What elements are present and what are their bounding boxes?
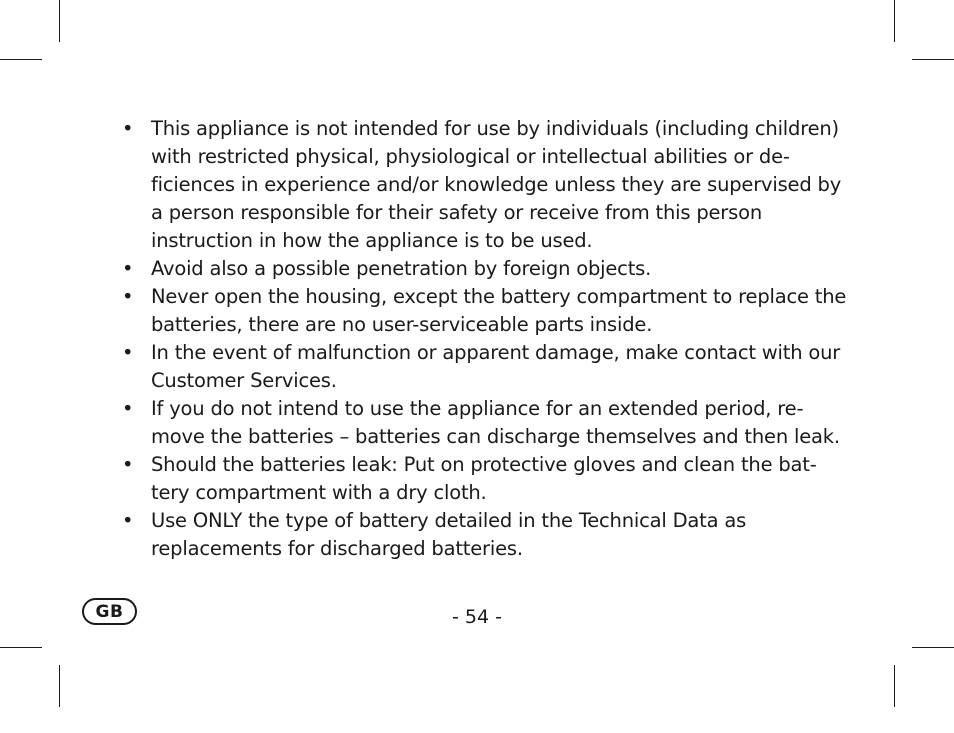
list-item: [120, 339, 850, 395]
bullet-point: •: [122, 257, 134, 280]
crop-mark-top-right-horizontal: [912, 59, 954, 60]
list-item: [120, 507, 850, 563]
crop-mark-top-right-vertical: [894, 0, 895, 42]
bullet-point: •: [122, 285, 134, 308]
crop-mark-bottom-right-horizontal: [912, 647, 954, 648]
list-item-text: Never open the housing, except the battery compartment to replace the batteries, there are no user-serviceable parts inside.: [151, 285, 847, 336]
list-item-text: Should the batteries leak: Put on protective gloves and clean the bat-tery compartment with a dry cloth.: [151, 453, 817, 504]
list-item: [120, 395, 850, 451]
page-number: - 54 -: [452, 606, 502, 628]
list-item-text: Use ONLY the type of battery detailed in the Technical Data as replacements for discharged batteries.: [151, 509, 747, 560]
bullet-point: •: [122, 509, 134, 532]
list-item-text: If you do not intend to use the appliance for an extended period, re-move the batteries – batteries can discharge themselves and then leak.: [151, 397, 840, 448]
safety-instructions-list: [120, 115, 850, 563]
crop-mark-top-left-vertical: [59, 0, 60, 42]
bullet-point: •: [122, 453, 134, 476]
crop-mark-bottom-left-vertical: [59, 665, 60, 707]
bullet-point: •: [122, 341, 134, 364]
crop-mark-bottom-right-vertical: [894, 665, 895, 707]
list-item: [120, 451, 850, 507]
language-badge: GB: [82, 598, 137, 625]
bullet-point: •: [122, 397, 134, 420]
bullet-point: •: [122, 117, 134, 140]
list-item: [120, 115, 850, 255]
crop-mark-bottom-left-horizontal: [0, 647, 42, 648]
list-item-text: Avoid also a possible penetration by foreign objects.: [151, 257, 652, 280]
list-item: [120, 255, 850, 283]
list-item: [120, 283, 850, 339]
crop-mark-top-left-horizontal: [0, 59, 42, 60]
list-item-text: This appliance is not intended for use by individuals (including children) with restricted physical, physiological or intellectual abilities or de-ficiences in experience and/or knowledge unless they are supervised by a person responsible for their safety or receive from this person instruction in how the appliance is to be used.: [151, 117, 842, 252]
list-item-text: In the event of malfunction or apparent damage, make contact with our Customer Services.: [151, 341, 841, 392]
